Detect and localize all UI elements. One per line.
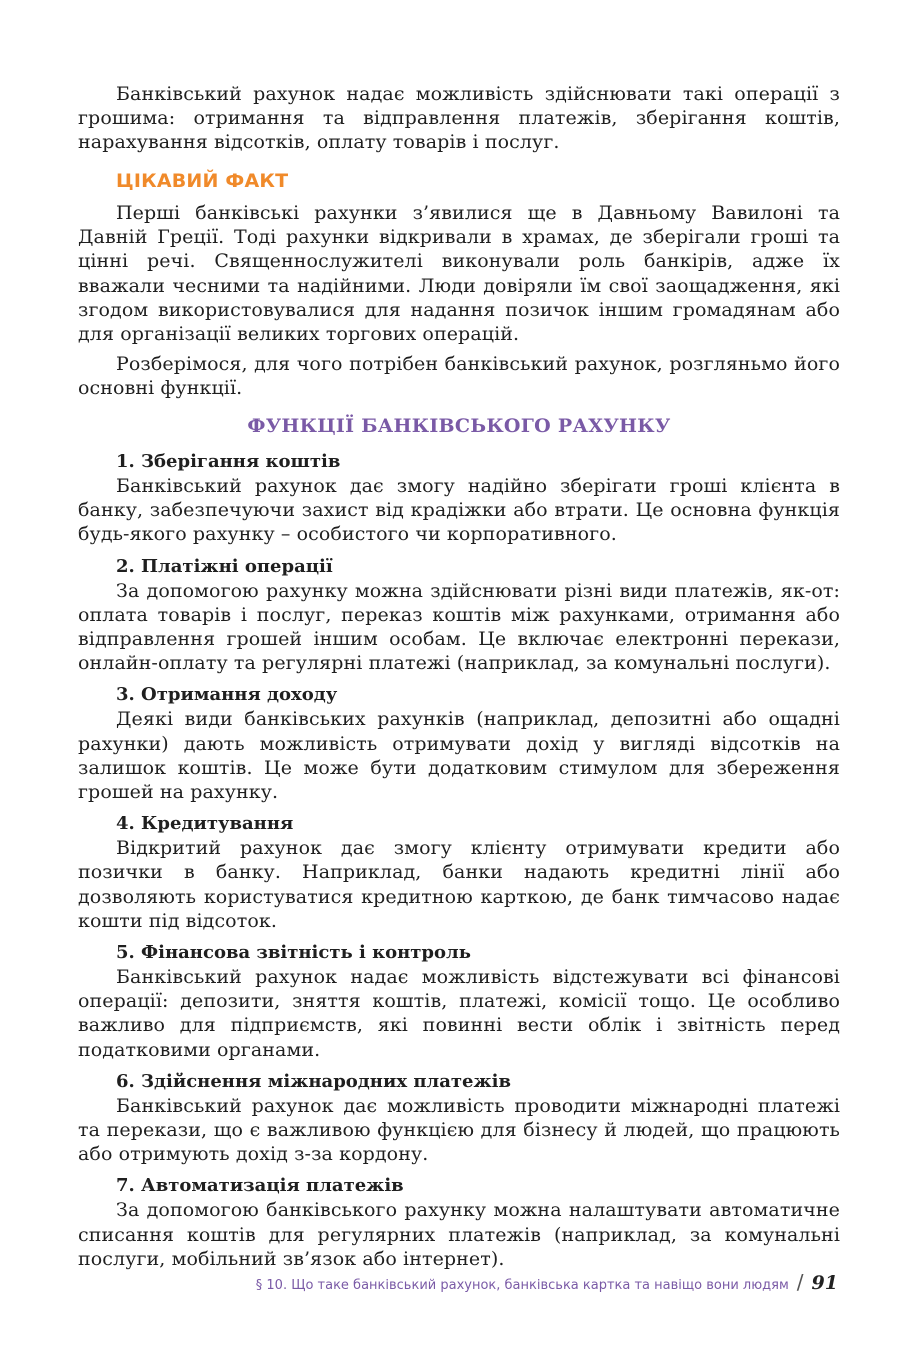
footer-separator: / [796,1270,804,1294]
function-item [78,941,840,1062]
function-text: Банківський рахунок надає можливість відстежувати всі фінансові операції: депозити, зняття коштів, платежі, комісії тощо. Це особливо важливо для підприємств, які повинні вести облік і звітність перед податковими органами. [78,966,840,1061]
function-title: 3. Отримання доходу [116,684,338,706]
function-title: 4. Кредитування [116,813,294,835]
function-text: Деякі види банківських рахунків (наприклад, депозитні або ощадні рахунки) дають можливість отримувати дохід у вигляді відсотків на залишок коштів. Це може бути додатковим стимулом для збереження грошей на рахунку. [78,708,840,804]
page-number: 91 [811,1272,838,1294]
function-item [78,683,840,804]
function-text: Відкритий рахунок дає змогу клієнту отримувати кредити або позички в банку. Наприклад, банки надають кредитні лінії або дозволяють користуватися кредитною карткою, де банк тимчасово надає кошти під відсоток. [78,837,840,932]
lets-paragraph: Розберімося, для чого потрібен банківський рахунок, розгляньмо його основні функції. [78,353,840,400]
function-text: Банківський рахунок дає можливість проводити міжнародні платежі та перекази, що є важливою функцією для бізнесу й людей, що працюють або отримують дохід з-за кордону. [78,1094,840,1166]
function-title: 5. Фінансова звітність і контроль [116,942,471,964]
function-text: За допомогою рахунку можна здійснювати різні види платежів, як-от: оплата товарів і послуг, переказ коштів між рахунками, отримання або відправлення грошей іншим особам. Це включає електронні перекази, онлайн-оплату та регулярні платежі (наприклад, за комунальні послуги). [78,579,840,675]
function-item [78,1070,840,1167]
page-footer [256,1270,838,1294]
function-item [78,450,840,547]
function-text: За допомогою банківського рахунку можна налаштувати автоматичне списання коштів для регулярних платежів (наприклад, за комунальні послуги, мобільний зв’язок або інтернет). [78,1199,840,1270]
section-title: ФУНКЦІЇ БАНКІВСЬКОГО РАХУНКУ [247,415,671,437]
function-item [78,812,840,933]
fact-label: ЦІКАВИЙ ФАКТ [116,170,289,192]
function-title: 1. Зберігання коштів [116,451,341,472]
function-item [78,1174,840,1271]
function-title: 2. Платіжні операції [116,555,333,577]
function-item [78,555,840,676]
intro-paragraph: Банківський рахунок надає можливість здійснювати такі операції з грошима: отримання та відправлення платежів, зберігання коштів, нарахування відсотків, оплату товарів і послуг. [78,83,840,154]
function-text: Банківський рахунок дає змогу надійно зберігати гроші клієнта в банку, забезпечуючи захист від крадіжки або втрати. Це основна функція будь-якого рахунку – особистого чи корпоративного. [78,475,840,546]
function-title: 6. Здійснення міжнародних платежів [116,1070,511,1092]
functions-list [78,450,840,1279]
chapter-title: § 10. Що таке банківський рахунок, банківська картка та навіщо вони людям [255,1278,789,1293]
fact-paragraph: Перші банківські рахунки з’явилися ще в Давньому Вавилоні та Давній Греції. Тоді рахунки відкривали в храмах, де зберігали гроші та цінні речі. Священнослужителі виконували роль банкірів, адже їх вважали чесними та надійними. Люди довіряли їм свої заощадження, які згодом використовувалися для надання позичок іншим громадянам або для організації великих торгових операцій. [78,202,840,346]
function-title: 7. Автоматизація платежів [116,1175,404,1197]
